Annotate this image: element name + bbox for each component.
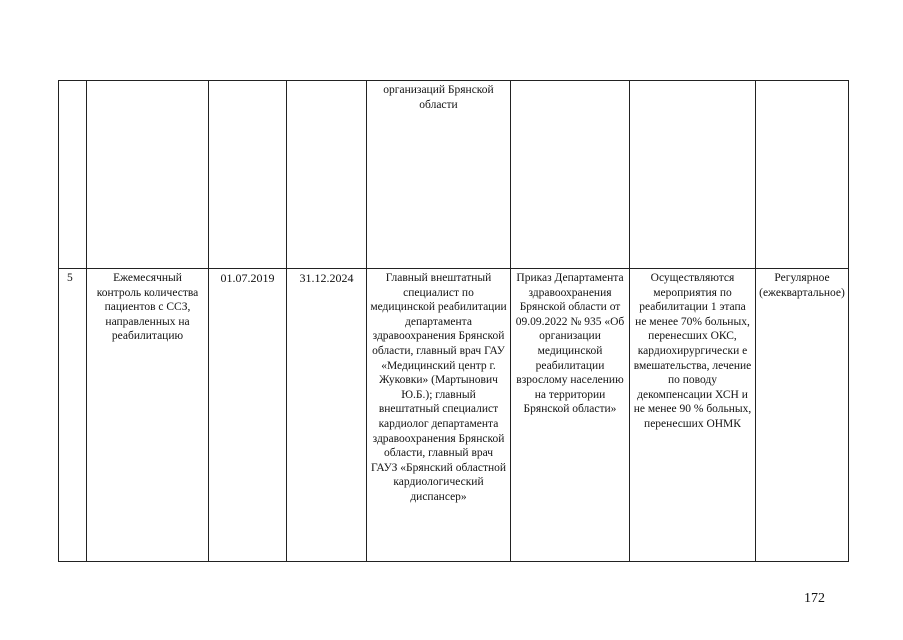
cell-start-date [209, 81, 287, 269]
cell-document [511, 81, 630, 269]
cell-result: Осуществляются мероприятия по реабилитации 1 этапа не менее 70% больных, перенесших ОКС, кардиохирургически е вмешательства, лечение по поводу декомпенсации ХСН и не менее 90 % больных, перенесших ОНМК [630, 269, 756, 562]
table-row [59, 269, 849, 562]
cell-end-date: 31.12.2024 [287, 269, 367, 562]
cell-end-date [287, 81, 367, 269]
cell-result [630, 81, 756, 269]
cell-responsible: организаций Брянской области [367, 81, 511, 269]
cell-periodicity [756, 81, 849, 269]
cell-activity [87, 81, 209, 269]
cell-start-date: 01.07.2019 [209, 269, 287, 562]
page-number: 172 [804, 591, 825, 606]
cell-number [59, 81, 87, 269]
table-row [59, 81, 849, 269]
cell-responsible: Главный внештатный специалист по медицинской реабилитации департамента здравоохранения Брянской области, главный врач ГАУ «Медицинский центр г. Жуковки» (Мартынович Ю.Б.); главный внештатный специалист кардиолог департамента здравоохранения Брянской области, главный врач ГАУЗ «Брянский областной кардиологический диспансер» [367, 269, 511, 562]
cell-periodicity: Регулярное (ежеквартальное) [756, 269, 849, 562]
plan-table [58, 80, 849, 562]
cell-activity: Ежемесячный контроль количества пациентов с ССЗ, направленных на реабилитацию [87, 269, 209, 562]
cell-number: 5 [59, 269, 87, 562]
cell-document: Приказ Департамента здравоохранения Брянской области от 09.09.2022 № 935 «Об организации медицинской реабилитации взрослому населению на территории Брянской области» [511, 269, 630, 562]
